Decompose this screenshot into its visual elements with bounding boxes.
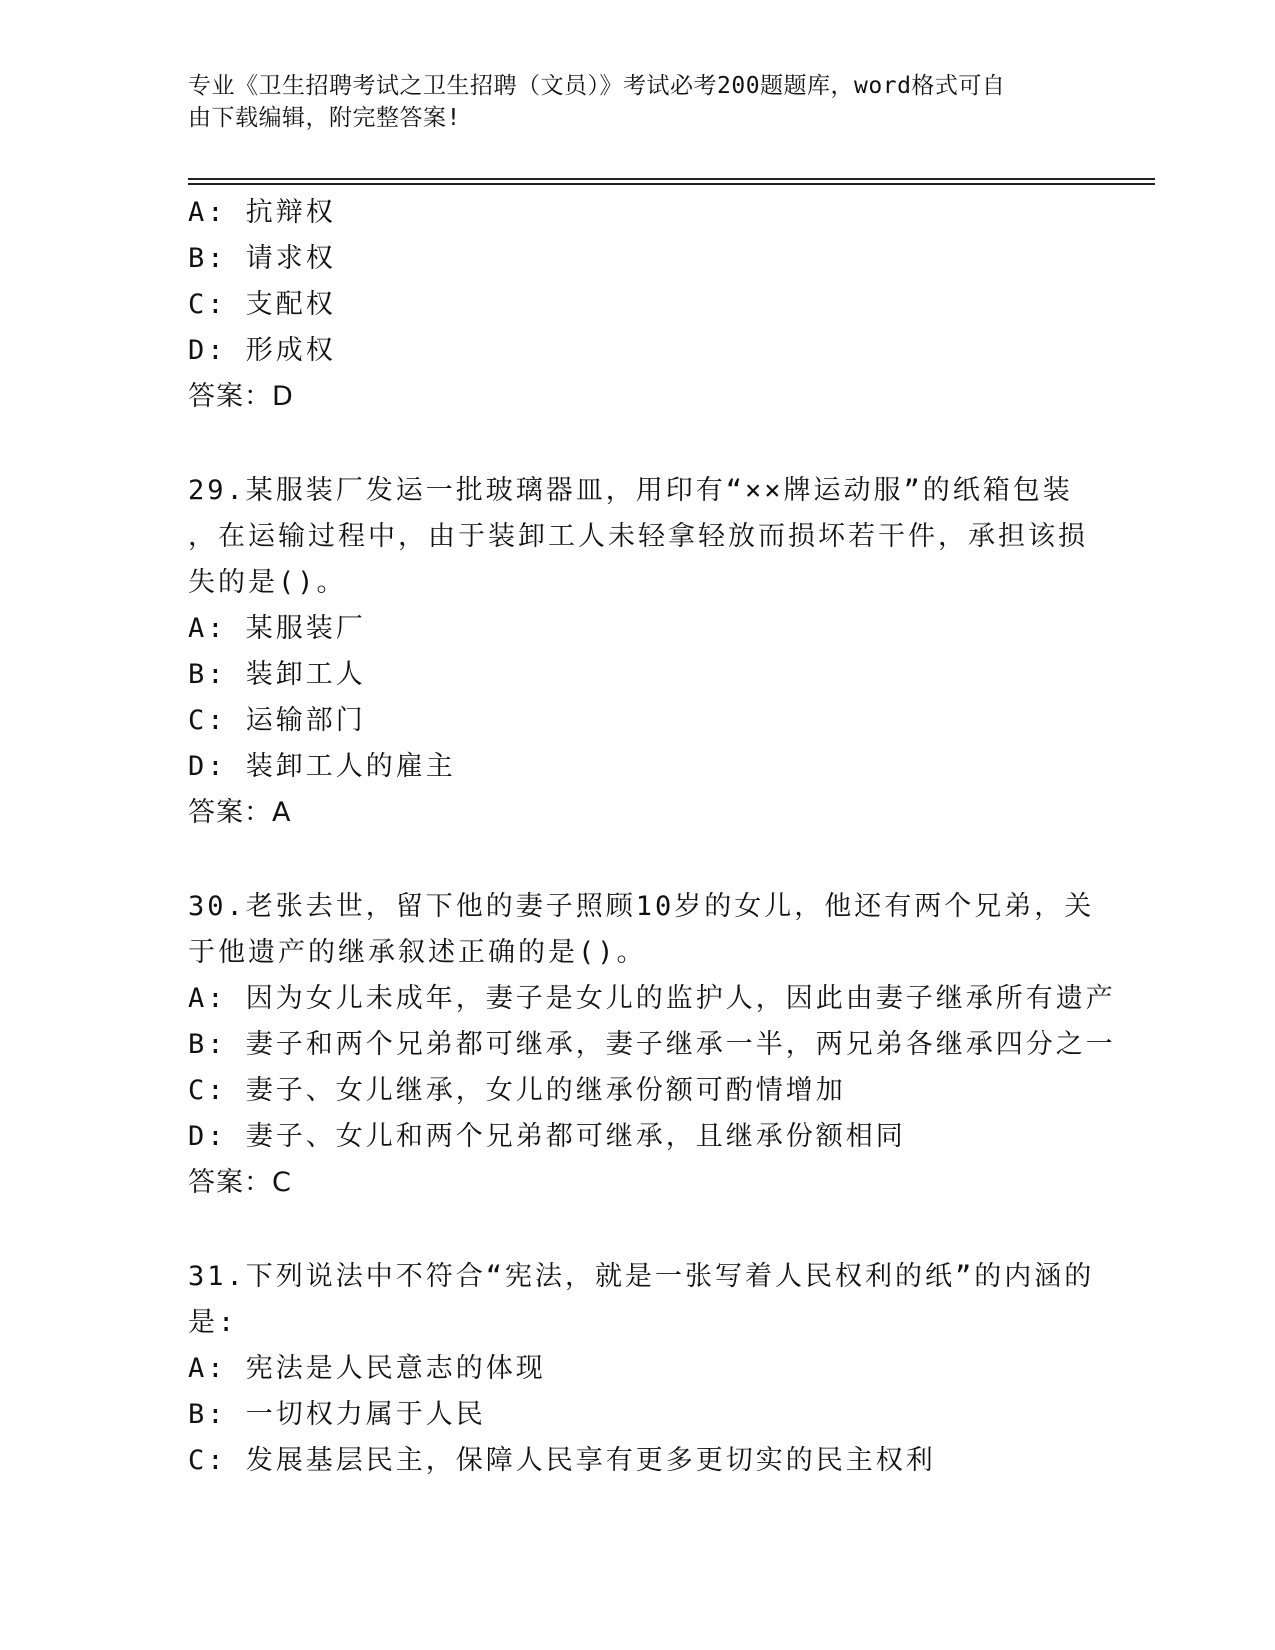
option-a: A: 抗辩权 xyxy=(188,197,336,228)
question-text-line: ，在运输过程中，由于装卸工人未轻拿轻放而损坏若干件，承担该损 xyxy=(188,521,1088,552)
document-header xyxy=(188,70,1088,134)
option-c: C: 妻子、女儿继承，女儿的继承份额可酌情增加 xyxy=(188,1075,846,1106)
answer-line: 答案：A xyxy=(188,797,292,828)
option-d: D: 装卸工人的雇主 xyxy=(188,751,456,782)
question-text-line: 于他遗产的继承叙述正确的是()。 xyxy=(188,937,647,968)
spacer xyxy=(188,420,1088,468)
question-28-continuation xyxy=(188,190,1088,420)
question-text-line: 31.下列说法中不符合“宪法，就是一张写着人民权利的纸”的内涵的 xyxy=(188,1261,1095,1292)
header-line-2: 由下载编辑，附完整答案! xyxy=(188,105,461,131)
question-content xyxy=(188,190,1116,1484)
answer-line: 答案：C xyxy=(188,1167,292,1198)
question-text-line: 是: xyxy=(188,1307,238,1338)
spacer xyxy=(188,1206,1088,1254)
answer-line: 答案：D xyxy=(188,381,294,412)
question-29 xyxy=(188,468,1088,836)
option-b: B: 请求权 xyxy=(188,243,336,274)
option-d: D: 妻子、女儿和两个兄弟都可继承，且继承份额相同 xyxy=(188,1121,906,1152)
header-line-1: 专业《卫生招聘考试之卫生招聘（文员）》考试必考200题题库，word格式可自 xyxy=(188,73,1006,99)
header-divider-top xyxy=(188,178,1155,180)
question-text-line: 30.老张去世，留下他的妻子照顾10岁的女儿，他还有两个兄弟，关 xyxy=(188,891,1095,922)
option-d: D: 形成权 xyxy=(188,335,336,366)
option-b: B: 一切权力属于人民 xyxy=(188,1399,486,1430)
header-divider-bottom xyxy=(188,183,1155,185)
question-text-line: 失的是()。 xyxy=(188,567,347,598)
option-b: B: 装卸工人 xyxy=(188,659,366,690)
option-a: A: 宪法是人民意志的体现 xyxy=(188,1353,546,1384)
question-text-line: 29.某服装厂发运一批玻璃器皿，用印有“××牌运动服”的纸箱包装 xyxy=(188,475,1073,506)
spacer xyxy=(188,836,1088,884)
option-a: A: 某服装厂 xyxy=(188,613,366,644)
option-b: B: 妻子和两个兄弟都可继承，妻子继承一半，两兄弟各继承四分之一 xyxy=(188,1029,1116,1060)
option-c: C: 运输部门 xyxy=(188,705,366,736)
option-c: C: 支配权 xyxy=(188,289,336,320)
question-30 xyxy=(188,884,1116,1206)
option-c: C: 发展基层民主，保障人民享有更多更切实的民主权利 xyxy=(188,1445,936,1476)
question-31 xyxy=(188,1254,1095,1484)
option-a: A: 因为女儿未成年，妻子是女儿的监护人，因此由妻子继承所有遗产 xyxy=(188,983,1116,1014)
